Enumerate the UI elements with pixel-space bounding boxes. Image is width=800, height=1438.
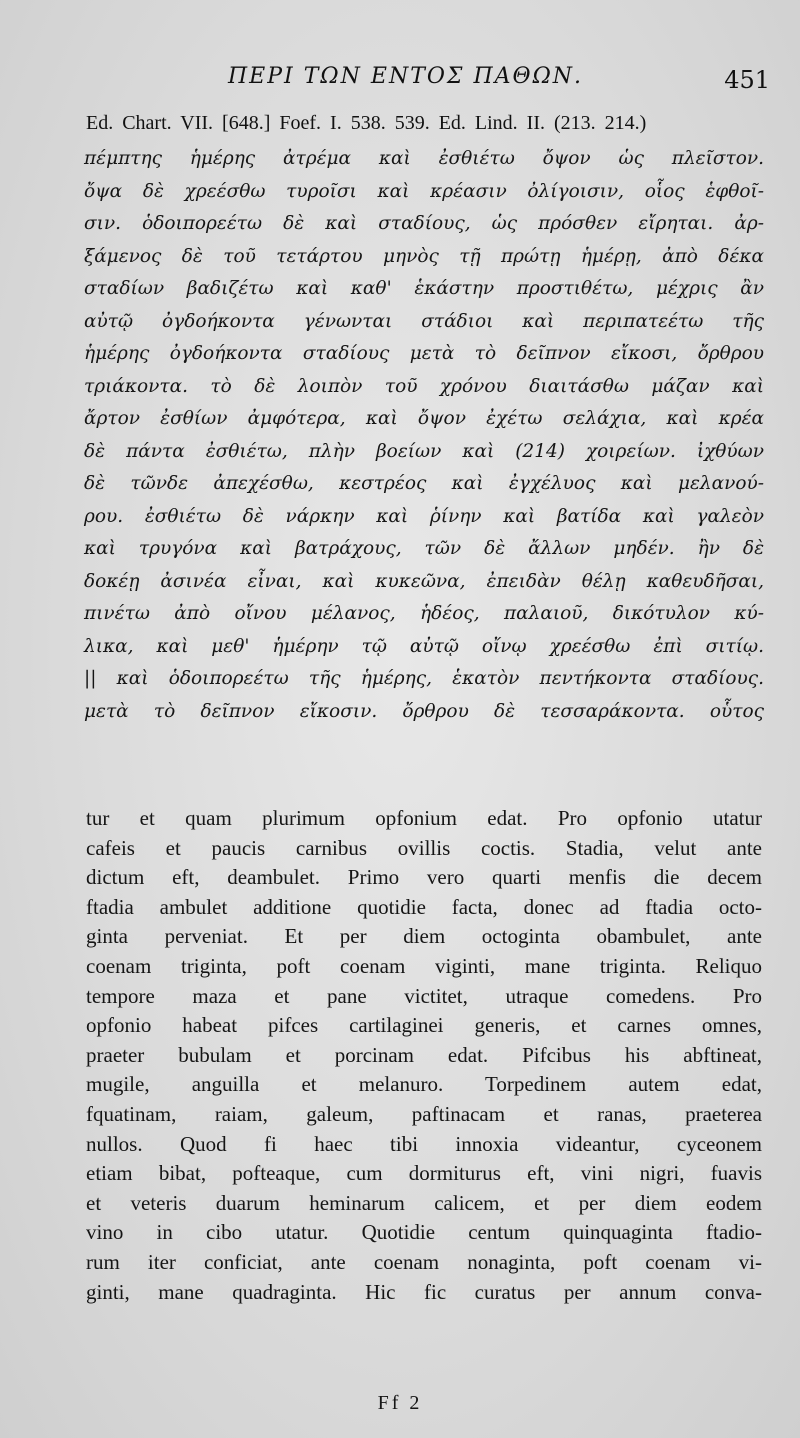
greek-text-line: αὐτῷ ὀγδοήκοντα γένωνται στάδιοι καὶ περιπατεέτω τῆς [84,310,764,332]
greek-text-line: δὲ τῶνδε ἀπεχέσθω, κεστρέος καὶ ἐγχέλυος καὶ μελανού- [84,473,764,494]
greek-text-line: μετὰ τὸ δεῖπνον εἴκοσιν. ὄρθρου δὲ τεσσαράκοντα. οὗτος [84,700,764,722]
latin-text-line: praeter bubulam et porcinam edat. Pifcibus his abftineat, [86,1042,762,1067]
latin-text-line: ftadia ambulet additione quotidie facta, donec ad ftadia octo- [86,894,762,919]
greek-text-line: || καὶ ὁδοιπορεέτω τῆς ἡμέρης, ἑκατὸν πεντήκοντα σταδίους. [84,668,764,689]
latin-text-line: tempore maza et pane victitet, utraque comedens. Pro [86,983,762,1008]
greek-text-line: καὶ τρυγόνα καὶ βατράχους, τῶν δὲ ἄλλων μηδέν. ἢν δὲ [84,538,764,559]
latin-text-line: et veteris duarum heminarum calicem, et per diem eodem [86,1190,762,1215]
latin-text-line: fquatinam, raiam, galeum, paftinacam et ranas, praeterea [86,1101,762,1126]
greek-text-line: σιν. ὁδοιπορεέτω δὲ καὶ σταδίους, ὡς πρόσθεν εἴρηται. ἀρ- [84,213,764,234]
latin-text-line: ginti, mane quadraginta. Hic fic curatus per annum conva- [86,1279,762,1304]
greek-text-block [84,143,764,728]
greek-text-line: σταδίων βαδιζέτω καὶ καθ' ἑκάστην προστιθέτω, μέχρις ἂν [84,278,764,299]
edition-references: Ed. Chart. VII. [648.] Foef. I. 538. 539. Ed. Lind. II. (213. 214.) [86,112,647,134]
latin-text-line: dictum eft, deambulet. Primo vero quarti menfis die decem [86,865,762,890]
greek-text-line: ἄρτον ἐσθίων ἀμφότερα, καὶ ὄψον ἐχέτω σελάχια, καὶ κρέα [84,408,764,429]
greek-text-line: πέμπτης ἡμέρης ἀτρέμα καὶ ἐσθιέτω ὄψον ὡς πλεῖστον. [84,148,764,169]
latin-text-line: opfonio habeat pifces cartilaginei generis, et carnes omnes, [86,1013,762,1038]
greek-text-line: δοκέῃ ἀσινέα εἶναι, καὶ κυκεῶνα, ἐπειδὰν θέλῃ καθευδῆσαι, [84,570,764,592]
greek-text-line: ὄψα δὲ χρεέσθω τυροῖσι καὶ κρέασιν ὀλίγοισιν, οἷος ἑφθοῖ- [84,180,764,202]
greek-text-line: ἡμέρης ὀγδοήκοντα σταδίους μετὰ τὸ δεῖπνον εἴκοσι, ὄρθρου [84,343,764,364]
greek-text-line: λικα, καὶ μεθ' ἡμέρην τῷ αὐτῷ οἴνῳ χρεέσθω ἐπὶ σιτίῳ. [84,635,764,657]
page-number: 451 [724,66,770,94]
greek-text-line: δὲ πάντα ἐσθιέτω, πλὴν βοείων καὶ (214) χοιρείων. ἰχθύων [84,440,764,462]
latin-text-line: tur et quam plurimum opfonium edat. Pro opfonio utatur [86,806,762,830]
latin-text-line: rum iter conficiat, ante coenam nonaginta, poft coenam vi- [86,1249,762,1274]
running-head [90,64,770,96]
printer-signature: Ff 2 [377,1392,423,1414]
greek-text-line: ξάμενος δὲ τοῦ τετάρτου μηνὸς τῇ πρώτῃ ἡμέρῃ, ἀπὸ δέκα [84,245,764,267]
latin-text-line: etiam bibat, pofteaque, cum dormiturus eft, vini nigri, fuavis [86,1161,762,1186]
latin-text-line: nullos. Quod fi haec tibi innoxia videantur, cyceonem [86,1131,762,1156]
latin-text-block [86,804,762,1307]
latin-text-line: vino in cibo utatur. Quotidie centum quinquaginta ftadio- [86,1220,762,1245]
latin-text-line: ginta perveniat. Et per diem octoginta obambulet, ante [86,924,762,949]
latin-text-line: coenam triginta, poft coenam viginti, mane triginta. Reliquo [86,953,762,978]
latin-text-line: mugile, anguilla et melanuro. Torpedinem autem edat, [86,1072,762,1097]
greek-text-line: ρου. ἐσθιέτω δὲ νάρκην καὶ ῥίνην καὶ βατίδα καὶ γαλεὸν [84,505,764,527]
greek-text-line: πινέτω ἀπὸ οἴνου μέλανος, ἡδέος, παλαιοῦ, δικότυλον κύ- [84,603,764,624]
greek-text-line: τριάκοντα. τὸ δὲ λοιπὸν τοῦ χρόνου διαιτάσθω μάζαν καὶ [84,375,764,397]
running-title: ΠΕΡΙ ΤΩΝ ΕΝΤΟΣ ΠΑΘΩΝ. [228,64,584,89]
latin-text-line: cafeis et paucis carnibus ovillis coctis. Stadia, velut ante [86,835,762,860]
